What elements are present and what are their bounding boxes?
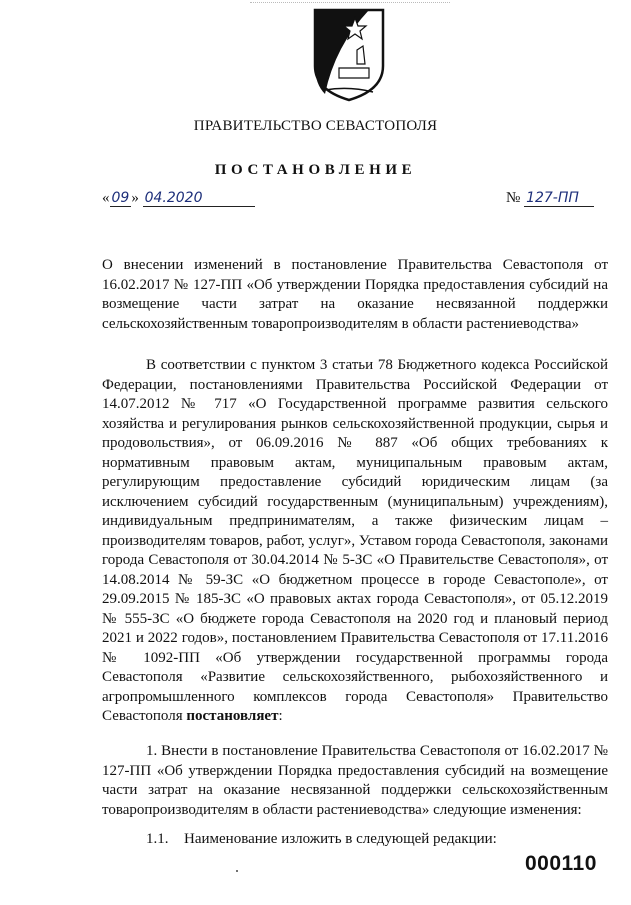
preamble-colon: : [278, 708, 283, 724]
document-subject: О внесении изменений в постановление Правительства Севастополя от 16.02.2017 № 127-ПП «Об утверждении Порядка предоставления субсидий на возмещение части затрат на оказание несвязанной поддержки сельскохозяйственным товаропроизводителям в области растениеводства» [102, 257, 608, 332]
scan-speck [236, 870, 238, 872]
coat-of-arms-emblem [311, 6, 387, 102]
document-date [102, 190, 255, 207]
date-day: 09 [111, 190, 130, 206]
number-value: 127-ПП [524, 190, 594, 207]
preamble-paragraph [102, 356, 608, 727]
item-1-1-number: 1.1. [146, 831, 169, 847]
item-1: 1. Внести в постановление Правительства Севастополя от 16.02.2017 № 127-ПП «Об утверждении Порядка предоставления субсидий на возмещение части затрат на оказание несвязанной поддержки сельскохозяйственным товаропроизводителям в области растениеводства» следующие изменения: [102, 743, 608, 818]
preamble-text: В соответствии с пунктом 3 статьи 78 Бюджетного кодекса Российской Федерации, постановлениями Правительства Российской Федерации от 14.07.2012 № 717 «О Государственной программе развития сельского хозяйства и регулирования рынков сельскохозяйственной продукции, сырья и продовольствия», от 06.09.2016 № 887 «Об общих требованиях к нормативным правовым актам, муниципальным правовым актам, регулирующим предоставление субсидий юридическим лицам (за исключением субсидий государственным (муниципальным) учреждениям), индивидуальным предпринимателям, а также физическим лицам – производителям товаров, работ, услуг», Уставом города Севастополя, законами города Севастополя от 30.04.2014 № 5-ЗС «О Правительстве Севастополя», от 14.08.2014 № 59-ЗС «О бюджетном процессе в городе Севастополе», от 29.09.2015 № 185-ЗС «О правовых актах города Севастополя», от 05.12.2019 № 555-ЗС «О бюджете города Севастополя на 2020 год и плановый период 2021 и 2022 годов», постановлением Правительства Севастополя от 17.11.2016 № 1092-ПП «Об утверждении государственной программы города Севастополя «Развитие сельскохозяйственного, рыбохозяйственного и агропромышленного комплексов города Севастополя» Правительство Севастополя [102, 357, 608, 724]
page-serial-number: 000110 [525, 852, 597, 875]
date-close-quote: » [131, 190, 139, 206]
item-1-1 [146, 830, 608, 850]
government-name: ПРАВИТЕЛЬСТВО СЕВАСТОПОЛЯ [193, 118, 438, 134]
document-type-title: ПОСТАНОВЛЕНИЕ [214, 162, 417, 178]
preamble-decree-word: постановляет [186, 708, 279, 724]
date-open-quote: « [102, 190, 110, 206]
scan-edge-dots [250, 2, 450, 4]
date-month-year: 04.2020 [143, 190, 255, 207]
number-sign: № [506, 190, 521, 206]
item-1-1-text: Наименование изложить в следующей редакции: [184, 831, 497, 847]
document-number [506, 190, 594, 207]
